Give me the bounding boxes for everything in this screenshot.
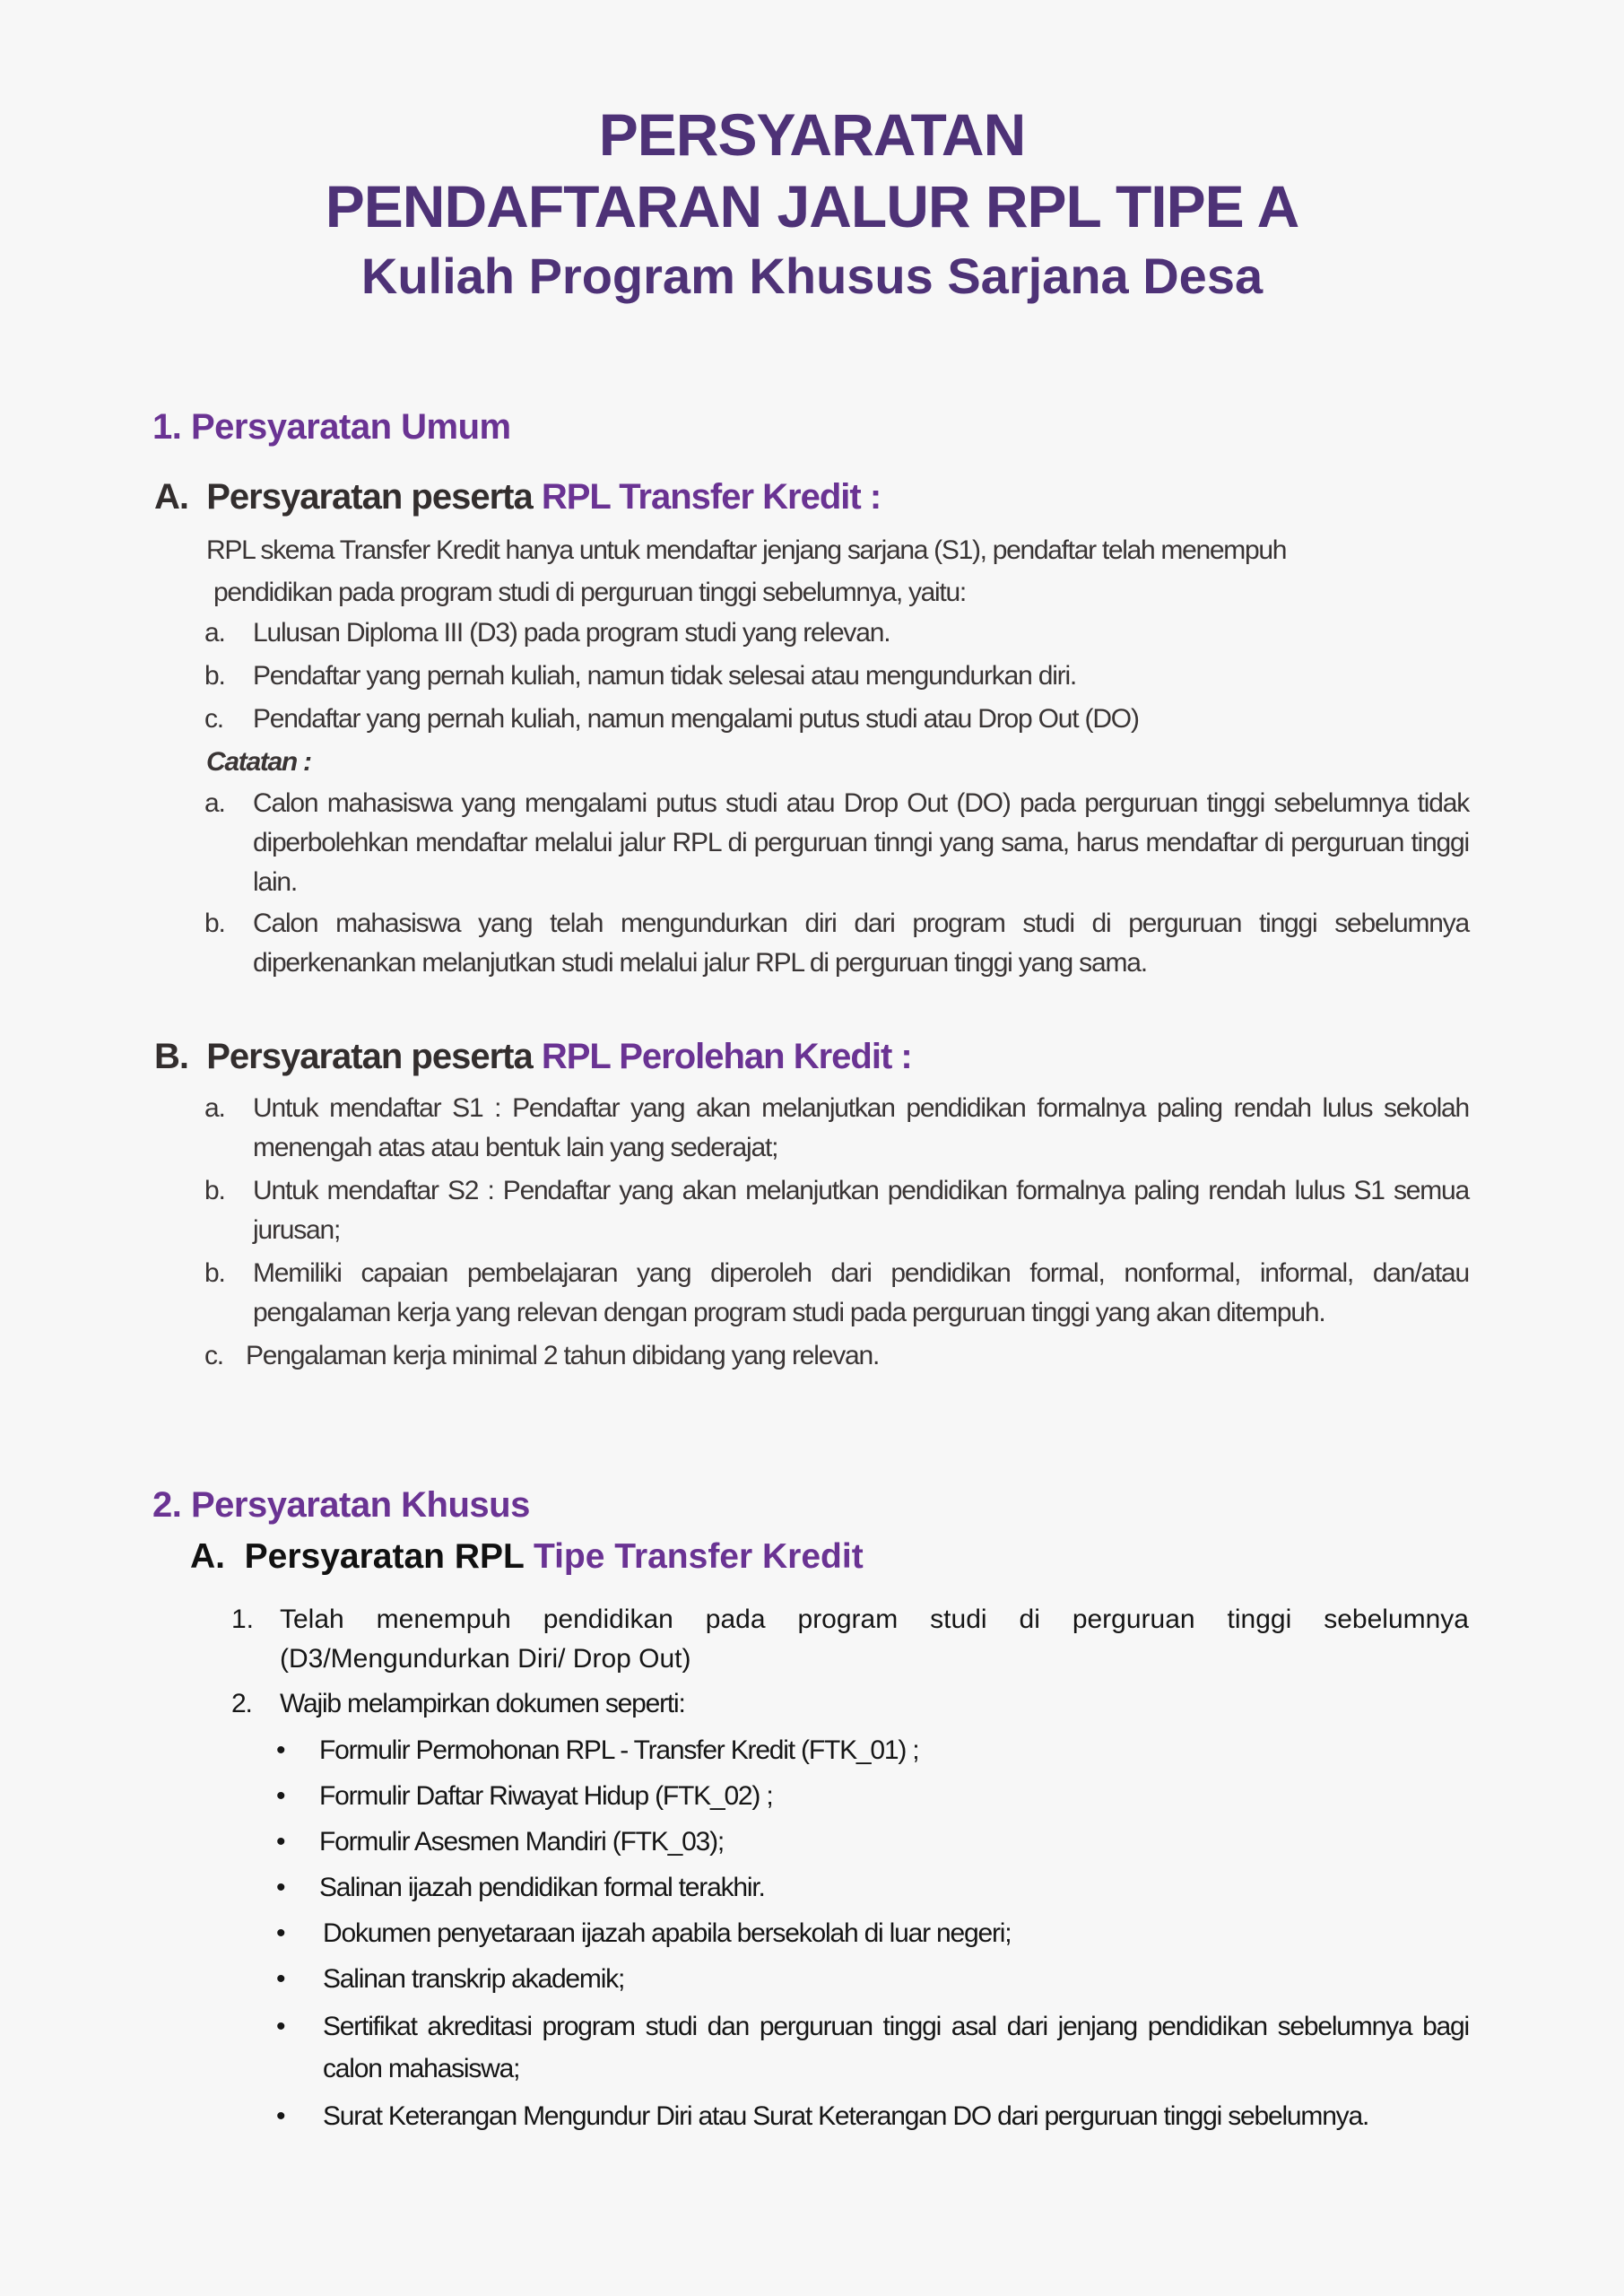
document-item [276, 1956, 1469, 2002]
bullet-icon: • [276, 1873, 285, 1902]
document-item [276, 1865, 1469, 1910]
list-marker: 2. [231, 1689, 252, 1718]
note-item [204, 904, 1469, 983]
list-marker: 1. [231, 1605, 255, 1634]
list-item [204, 1254, 1469, 1333]
document-item [276, 1773, 1469, 1819]
intro-line-2: pendidikan pada program studi di perguruan tinggi sebelumnya, yaitu: [213, 578, 966, 607]
documents-list [276, 1727, 1469, 2137]
bullet-icon: • [276, 2012, 285, 2041]
section-2a-heading [190, 1537, 864, 1577]
document-text: Sertifikat akreditasi program studi dan perguruan tinggi asal dari jenjang pendidikan sebelumnya bagi calon mahasiswa; [323, 2012, 1469, 2083]
section-2a-accent: Tipe Transfer Kredit [533, 1537, 864, 1576]
document-text: Dokumen penyetaraan ijazah apabila bersekolah di luar negeri; [323, 1918, 1012, 1948]
section-1b-marker: B. [154, 1037, 188, 1076]
section-1b-heading [154, 1037, 912, 1077]
list-item [204, 612, 1469, 655]
section-1a-label: Persyaratan peserta [206, 477, 542, 517]
note-text: Calon mahasiswa yang telah mengundurkan diri dari program studi di perguruan tinggi sebelumnya diperkenankan melanjutkan studi melalui jalur RPL di perguruan tinggi yang sama. [253, 909, 1469, 978]
section-1b-list [204, 1089, 1469, 1376]
list-item [204, 1089, 1469, 1168]
list-marker: a. [204, 1093, 225, 1123]
title-line-1: PERSYARATAN [598, 101, 1026, 168]
list-item [204, 655, 1469, 698]
document-text: Formulir Permohonan RPL - Transfer Kredit (FTK_01) ; [319, 1735, 919, 1765]
bullet-icon: • [276, 1918, 285, 1948]
list-marker: b. [204, 909, 225, 938]
section-1a-heading [154, 477, 881, 517]
notes-list [204, 784, 1469, 983]
section-1b-accent: RPL Perolehan Kredit : [541, 1037, 912, 1076]
section-1a-intro [206, 529, 1471, 613]
list-text: Pendaftar yang pernah kuliah, namun mengalami putus studi atau Drop Out (DO) [253, 704, 1139, 734]
section-2a-label: Persyaratan RPL [244, 1537, 534, 1576]
list-text: Wajib melampirkan dokumen seperti: [280, 1689, 685, 1718]
list-item [231, 1684, 1469, 1724]
document-text: Surat Keterangan Mengundur Diri atau Surat Keterangan DO dari perguruan tinggi sebelumnya. [323, 2101, 1369, 2131]
bullet-icon: • [276, 1964, 285, 1994]
list-text: Memiliki capaian pembelajaran yang diperoleh dari pendidikan formal, nonformal, informal, dan/atau pengalaman kerja yang relevan dengan program studi pada perguruan tinggi yang akan ditempuh. [253, 1258, 1469, 1327]
section-1a-marker: A. [154, 477, 188, 517]
document-text: Formulir Daftar Riwayat Hidup (FTK_02) ; [319, 1781, 773, 1811]
bullet-icon: • [276, 1735, 285, 1765]
section-2a-list [231, 1600, 1469, 1724]
list-text: Telah menempuh pendidikan pada program studi di perguruan tinggi sebelumnya (D3/Mengundurkan Diri/ Drop Out) [280, 1605, 1469, 1674]
list-marker: b. [204, 661, 225, 691]
list-text: Untuk mendaftar S2 : Pendaftar yang akan melanjutkan pendidikan formalnya paling rendah lulus S1 semua jurusan; [253, 1176, 1469, 1245]
section-1-heading: 1. Persyaratan Umum [152, 407, 511, 447]
list-text: Pengalaman kerja minimal 2 tahun dibidang yang relevan. [246, 1341, 880, 1370]
document-item [276, 1819, 1469, 1865]
section-1a-list [204, 612, 1469, 741]
document-text: Formulir Asesmen Mandiri (FTK_03); [319, 1827, 724, 1857]
list-item [204, 1171, 1469, 1250]
bullet-icon: • [276, 1781, 285, 1811]
document-item [276, 1727, 1469, 1773]
intro-line-1: RPL skema Transfer Kredit hanya untuk mendaftar jenjang sarjana (S1), pendaftar telah menempuh [206, 535, 1287, 565]
section-2-heading: 2. Persyaratan Khusus [152, 1485, 530, 1525]
section-2a-marker: A. [190, 1537, 225, 1576]
section-1a-accent: RPL Transfer Kredit : [541, 477, 881, 517]
note-text: Calon mahasiswa yang mengalami putus studi atau Drop Out (DO) pada perguruan tinggi sebelumnya tidak diperbolehkan mendaftar melalui jalur RPL di perguruan tinngi yang sama, harus mendaftar di perguruan tinggi lain. [253, 788, 1469, 897]
list-item [231, 1600, 1469, 1679]
bullet-icon: • [276, 2101, 285, 2131]
list-marker: c. [204, 704, 223, 734]
document-title [0, 99, 1624, 309]
bullet-icon: • [276, 1827, 285, 1857]
list-text: Lulusan Diploma III (D3) pada program studi yang relevan. [253, 618, 890, 648]
list-marker: c. [204, 1341, 223, 1370]
document-item [276, 2005, 1469, 2090]
list-item [204, 698, 1469, 741]
list-marker: a. [204, 618, 225, 648]
list-text: Pendaftar yang pernah kuliah, namun tidak selesai atau mengundurkan diri. [253, 661, 1077, 691]
document-item [276, 1910, 1469, 1956]
title-line-2: PENDAFTARAN JALUR RPL TIPE A [325, 173, 1299, 239]
title-line-3: Kuliah Program Khusus Sarjana Desa [360, 248, 1264, 304]
document-text: Salinan ijazah pendidikan formal terakhir. [319, 1873, 765, 1902]
list-marker: b. [204, 1176, 225, 1205]
section-1b-label: Persyaratan peserta [206, 1037, 542, 1076]
list-text: Untuk mendaftar S1 : Pendaftar yang akan melanjutkan pendidikan formalnya paling rendah lulus sekolah menengah atas atau bentuk lain yang sederajat; [253, 1093, 1469, 1162]
list-marker: a. [204, 788, 225, 818]
document-text: Salinan transkrip akademik; [323, 1964, 625, 1994]
document-item [276, 2095, 1469, 2137]
list-item [204, 1336, 1469, 1376]
note-label: Catatan : [206, 747, 311, 777]
note-item [204, 784, 1469, 902]
list-marker: b. [204, 1258, 225, 1288]
